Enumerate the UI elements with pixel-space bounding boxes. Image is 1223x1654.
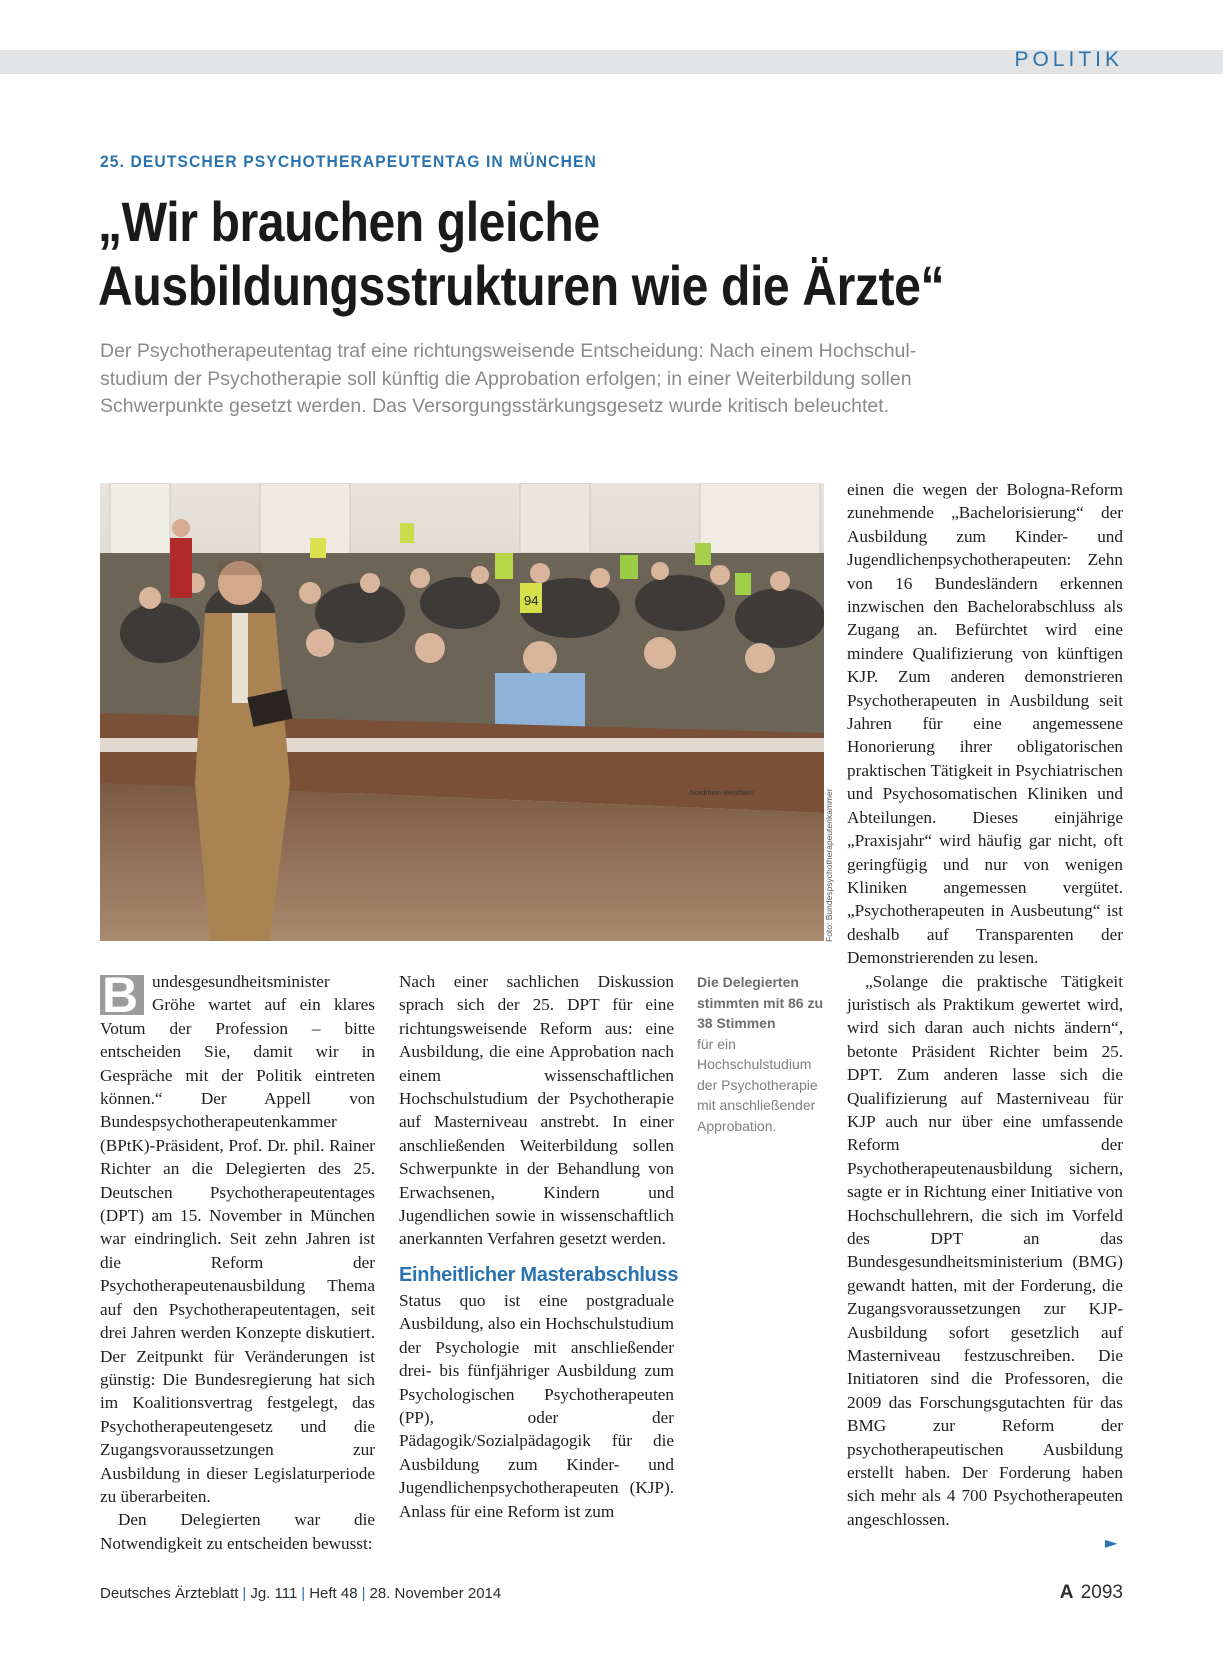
- body-paragraph: einen die wegen der Bologna-Reform zunehmende „Bachelorisierung“ der Ausbildung zum Kinder- und Jugendlichenpsychotherapeuten: Zehn von 16 Bundesländern erkennen inzwischen den Bachelorabschluss als Zugang an. Befürchtet wird eine mindere Qualifizierung von künftigen KJP. Zum anderen demonstrieren Psychotherapeuten in Ausbildung seit Jahren für eine angemessene Honorierung ihrer obligatorischen praktischen Tätigkeit in Psychiatrischen und Psychosomatischen Kliniken und Abteilungen. Dieses einjährige „Praxisjahr“ wird häufig gar nicht, oft geringfügig und nur von wenigen Kliniken angemessen vergütet. „Psychotherapeuten in Ausbeutung“ ist deshalb auf Transparenten der Demonstrierenden zu lesen.: [847, 480, 1123, 968]
- photo-credit: Foto: Bundespsychotherapeutenkammer: [824, 788, 834, 942]
- footer-separator: |: [361, 1585, 366, 1602]
- section-label: POLITIK: [1014, 48, 1123, 71]
- body-paragraph: Nach einer sachlichen Diskussion sprach sich der 25. DPT für eine richtungsweisende Reform aus: eine Ausbildung, die eine Approbation nach einem wissenschaftlichen Hochschulstudium der Psychotherapie auf Masterniveau anstrebt. In einer anschließenden Weiterbildung sollen Schwerpunkte in der Behandlung von Erwachsenen, Kindern und Jugendlichen sowie in wissenschaftlich anerkannten Verfahren gesetzt werden.: [399, 972, 674, 1249]
- headline-line-2: Ausbildungsstrukturen wie die Ärzte“: [98, 254, 945, 317]
- page-number-value: 2093: [1080, 1582, 1123, 1603]
- body-column-3: [847, 478, 1123, 1531]
- photo-caption: [697, 972, 827, 1136]
- page-footer: [100, 1585, 501, 1602]
- delegates-assembly-photo: [100, 483, 824, 941]
- body-paragraph: Status quo ist eine postgraduale Ausbildung, also ein Hochschulstudium der Psychologie mit anschließender drei- bis fünfjähriger Ausbildung zum Psychologischen Psychotherapeuten (PP), oder der Pädagogik/Sozialpädagogik für die Ausbildung zum Kinder- und Jugendlichenpsychotherapeuten (KJP). Anlass für eine Reform ist zum: [399, 1290, 674, 1521]
- footer-separator: |: [301, 1585, 306, 1602]
- voting-card-number: 94: [524, 593, 539, 608]
- lead-line-2: studium der Psychotherapie soll künftig die Approbation erfolgen; in einer Weiterbildung sollen: [100, 367, 912, 390]
- journal-volume: Jg. 111: [250, 1585, 298, 1602]
- lead-line-3: Schwerpunkte gesetzt werden. Das Versorgungsstärkungsgesetz wurde kritisch beleuchtet.: [100, 395, 890, 417]
- article-lead: [100, 338, 1110, 421]
- table-sign: Nordrhein-Westfalen: [690, 790, 755, 797]
- paragraph-text: undesgesundheitsminister Gröhe wartet auf ein klares Votum der Profession – bitte entscheiden Sie, damit wir in Gespräche mit der Politik eintreten können.“ Der Appell von Bundespsychotherapeutenkammer (BPtK)-Präsident, Prof. Dr. phil. Rainer Richter an die Delegierten des 25. Deutschen Psychotherapeutentages (DPT) am 15. November in München war eindringlich. Seit zehn Jahren ist die Reform der Psychotherapeutenausbildung Thema auf den Psychotherapeutentagen, seit drei Jahren werden Konzepte diskutiert. Der Zeitpunkt für Veränderungen ist günstig: Die Bundesregierung hat sich im Koalitionsvertrag festgelegt, das Psychotherapeutengesetz und die Zugangsvoraussetzungen zur Ausbildung in dieser Legislaturperiode zu überarbeiten.: [100, 972, 375, 1506]
- article-kicker: 25. DEUTSCHER PSYCHOTHERAPEUTENTAG IN MÜNCHEN: [100, 152, 597, 171]
- footer-separator: |: [242, 1585, 247, 1602]
- journal-date: 28. November 2014: [369, 1585, 502, 1602]
- article-photo: [100, 483, 824, 941]
- lead-line-1: Der Psychotherapeutentag traf eine richtungsweisende Entscheidung: Nach einem Hochschul-: [100, 340, 917, 362]
- drop-cap: B: [100, 975, 144, 1015]
- headline-line-1: „Wir brauchen gleiche: [98, 190, 600, 253]
- page-number: [1060, 1582, 1123, 1604]
- continue-arrow-icon: ►: [1105, 1533, 1118, 1552]
- article-headline: [98, 190, 984, 318]
- page-prefix: A: [1059, 1582, 1074, 1603]
- section-subheading: Einheitlicher Masterabschluss: [399, 1263, 679, 1286]
- body-column-1: [100, 967, 375, 1555]
- body-column-2: [399, 970, 679, 1523]
- journal-issue: Heft 48: [309, 1585, 358, 1602]
- body-paragraph: Den Delegierten war die Notwendigkeit zu entscheiden bewusst:: [100, 1510, 375, 1553]
- caption-text: für ein Hochschulstudium der Psychotherapie mit anschließender Approbation.: [697, 1035, 818, 1134]
- body-paragraph: „Solange die praktische Tätigkeit juristisch als Praktikum gewertet wird, wird sich daran auch nichts ändern“, betonte Präsident Richter beim 25. DPT. Zum anderen lasse sich die Qualifizierung auf Masterniveau für KJP auch nur über eine umfassende Reform der Psychotherapeutenausbildung sichern, sagte er in Richtung einer Initiative von Hochschullehrern, die sich im Vorfeld des DPT an das Bundesgesundheitsministerium (BMG) gewandt hatten, mit der Forderung, die Zugangsvoraussetzungen zur KJP-Ausbildung sofort gesetzlich auf Masterniveau festzuschreiben. Die Initiatoren sind die Professoren, die 2009 das Forschungsgutachten für das BMG zur Reform der psychotherapeutischen Ausbildung erstellt haben. Der Forderung haben sich mehr als 4 700 Psychotherapeuten angeschlossen.: [847, 971, 1123, 1529]
- body-paragraph: [100, 967, 375, 1508]
- caption-bold: Die Delegierten stimmten mit 86 zu 38 Stimmen: [697, 974, 824, 1031]
- journal-name: Deutsches Ärzteblatt: [100, 1585, 239, 1602]
